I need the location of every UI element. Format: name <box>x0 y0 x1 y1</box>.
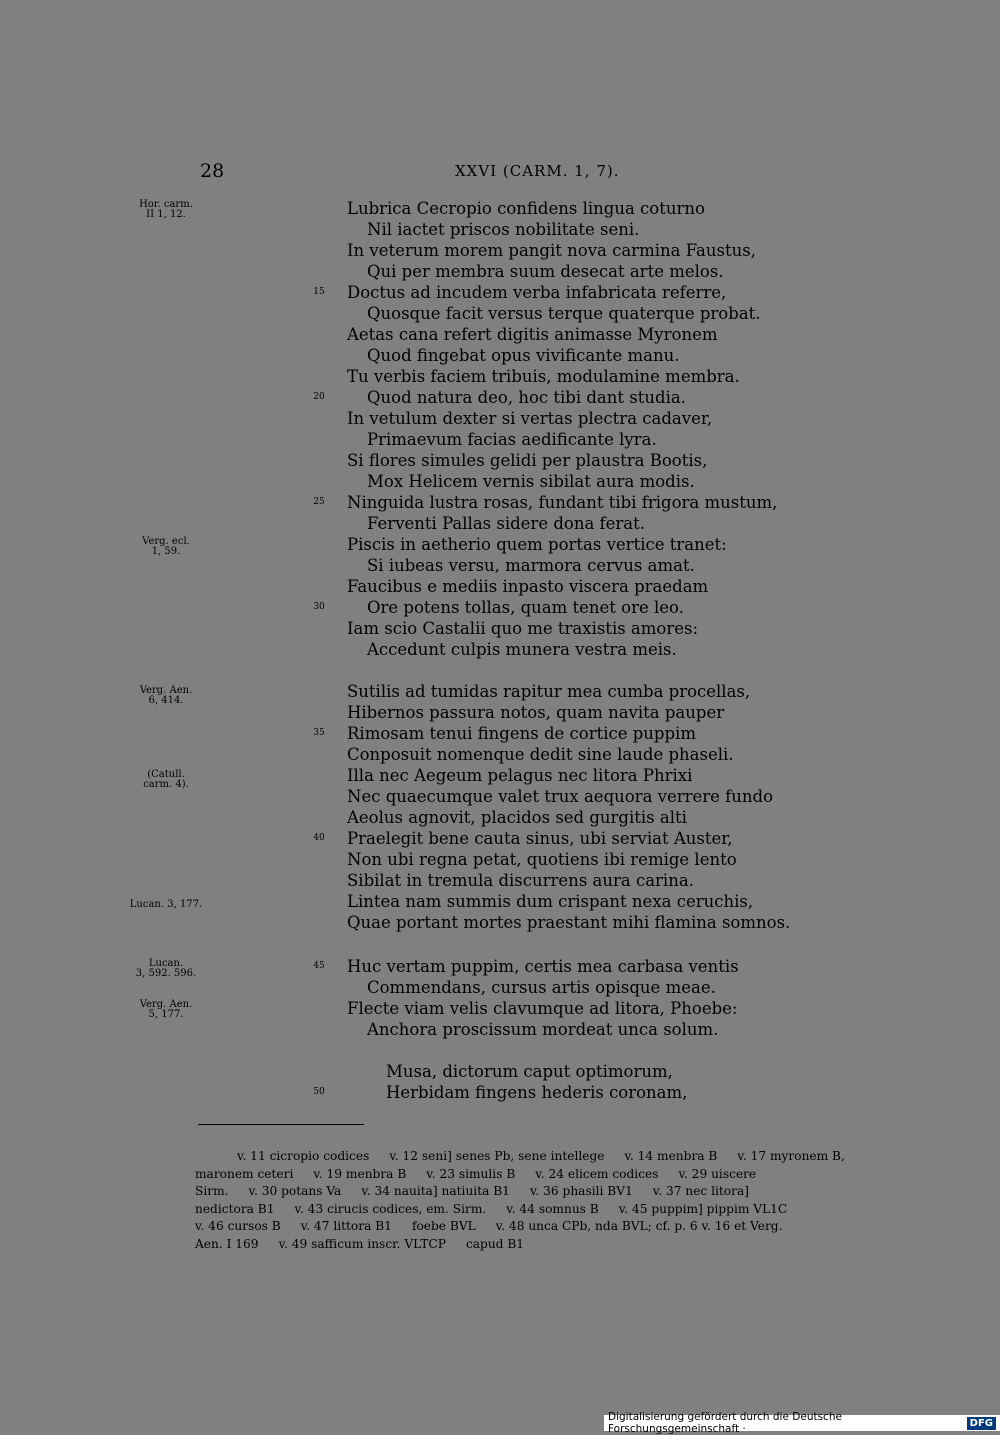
verse-line: Quod fingebat opus vivificante manu. <box>367 346 680 365</box>
line-number: 40 <box>313 833 325 843</box>
verse-line: Ferventi Pallas sidere dona ferat. <box>367 514 646 533</box>
footnotes <box>195 1148 868 1253</box>
verse-line: Mox Helicem vernis sibilat aura modis. <box>367 472 695 491</box>
verse-line: Huc vertam puppim, certis mea carbasa ventis <box>347 957 739 976</box>
line-number: 30 <box>313 602 325 612</box>
footnote-line <box>195 1236 868 1254</box>
verse-line: Ore potens tollas, quam tenet ore leo. <box>367 598 684 617</box>
sidenote-3: Verg. Aen. 6, 414. <box>139 685 193 706</box>
verse-line: Nil iactet priscos nobilitate seni. <box>367 220 640 239</box>
verse-line: Flecte viam velis clavumque ad litora, Phoebe: <box>347 999 738 1018</box>
footnote-entry: v. 49 safficum inscr. VLTCP <box>278 1236 446 1251</box>
verse-line: Accedunt culpis munera vestra meis. <box>367 640 677 659</box>
verse-line: Quosque facit versus terque quaterque probat. <box>367 304 761 323</box>
verse-line: Si flores simules gelidi per plaustra Bootis, <box>347 451 708 470</box>
footnote-line <box>195 1166 868 1184</box>
line-number: 45 <box>313 961 325 971</box>
footnote-entry: v. 12 seni] senes Pb, sene intellege <box>389 1149 605 1163</box>
running-head: XXVI (CARM. 1, 7). <box>455 162 620 180</box>
footnote-entry: v. 37 nec litora] <box>652 1184 749 1198</box>
verse-line: Ninguida lustra rosas, fundant tibi frigora mustum, <box>347 493 778 512</box>
footer-bar[interactable] <box>604 1411 1000 1435</box>
footnote-entry: v. 48 unca CPb, nda BVL; cf. p. 6 v. 16 et Verg. <box>495 1219 783 1233</box>
footnote-entry: capud B1 <box>465 1236 525 1251</box>
footnote-entry: v. 29 uiscere <box>678 1166 757 1181</box>
footnote-entry: v. 17 myronem B, <box>737 1149 845 1163</box>
footnote-line <box>195 1218 868 1236</box>
verse-line: Praelegit bene cauta sinus, ubi serviat Auster, <box>347 829 733 848</box>
footnote-entry: v. 43 cirucis codices, em. Sirm. <box>294 1201 487 1216</box>
footnote-entry: v. 14 menbra B <box>624 1149 718 1163</box>
sidenote-2: Verg. ecl. 1, 59. <box>142 536 190 557</box>
verse-line: Lubrica Cecropio confidens lingua coturno <box>347 199 705 218</box>
verse-line: Sibilat in tremula discurrens aura carina. <box>347 871 694 890</box>
footnote-entry: v. 44 somnus B <box>506 1201 599 1216</box>
footnote-entry: v. 45 puppim] pippim VL1C <box>618 1201 788 1216</box>
line-number: 15 <box>313 287 325 297</box>
verse-line: Sutilis ad tumidas rapitur mea cumba procellas, <box>347 682 751 701</box>
dfg-logo: DFG <box>967 1417 996 1430</box>
footnote-entry: v. 36 phasili BV1 <box>529 1184 633 1198</box>
verse-line: Commendans, cursus artis opisque meae. <box>367 978 716 997</box>
footnote-entry: v. 46 cursos B <box>195 1219 281 1233</box>
verse-line: Faucibus e mediis inpasto viscera praedam <box>347 577 709 596</box>
verse-line: Doctus ad incudem verba infabricata referre, <box>347 283 727 302</box>
verse-line: Si iubeas versu, marmora cervus amat. <box>367 556 695 575</box>
footnote-entry: v. 24 elicem codices <box>535 1166 659 1181</box>
footnote-entry: v. 47 littora B1 <box>300 1219 392 1233</box>
verse-line: Primaevum facias aedificante lyra. <box>367 430 657 449</box>
verse-line: Nec quaecumque valet trux aequora verrere fundo <box>347 787 774 806</box>
verse-line: Piscis in aetherio quem portas vertice tranet: <box>347 535 727 554</box>
footnote-entry: maronem ceteri <box>195 1166 294 1181</box>
footnote-entry: v. 11 cicropio codices <box>237 1149 370 1163</box>
verse-line: Non ubi regna petat, quotiens ibi remige lento <box>347 850 737 869</box>
verse-line: Hibernos passura notos, quam navita pauper <box>347 703 725 722</box>
sidenote-6: Lucan. 3, 592. 596. <box>135 958 197 979</box>
verse-line: In vetulum dexter si vertas plectra cadaver, <box>347 409 713 428</box>
sidenote-5: Lucan. 3, 177. <box>129 899 203 910</box>
verse-line: Aeolus agnovit, placidos sed gurgitis alti <box>347 808 687 827</box>
sidenote-1: Hor. carm. II 1, 12. <box>139 199 193 220</box>
verse-line: Rimosam tenui fingens de cortice puppim <box>347 724 696 743</box>
footnote-entry: foebe BVL <box>411 1219 476 1233</box>
footnote-rule <box>198 1124 364 1125</box>
verse-line: Aetas cana refert digitis animasse Myronem <box>347 325 718 344</box>
verse-line: Quod natura deo, hoc tibi dant studia. <box>367 388 686 407</box>
footnote-line <box>195 1183 868 1201</box>
verse-line: Musa, dictorum caput optimorum, <box>386 1062 673 1081</box>
verse-line: Quae portant mortes praestant mihi flamina somnos. <box>347 913 791 932</box>
verse-line: Herbidam fingens hederis coronam, <box>386 1083 688 1102</box>
line-number: 50 <box>313 1087 325 1097</box>
sidenote-7: Verg. Aen. 5, 177. <box>139 999 193 1020</box>
line-number: 25 <box>313 497 325 507</box>
verse-line: Iam scio Castalii quo me traxistis amores: <box>347 619 699 638</box>
verse-line: Lintea nam summis dum crispant nexa ceruchis, <box>347 892 754 911</box>
verse-line: In veterum morem pangit nova carmina Faustus, <box>347 241 756 260</box>
sidenote-4: (Catull. carm. 4). <box>143 769 189 790</box>
footnote-line <box>195 1148 868 1166</box>
verse-line: Conposuit nomenque dedit sine laude phaseli. <box>347 745 734 764</box>
footnote-entry: v. 19 menbra B <box>313 1166 407 1181</box>
verse-line: Anchora proscissum mordeat unca solum. <box>367 1020 719 1039</box>
footnote-line <box>195 1201 868 1219</box>
footnote-entry: nedictora B1 <box>195 1201 275 1216</box>
verse-line: Illa nec Aegeum pelagus nec litora Phrixi <box>347 766 693 785</box>
footnote-entry: Sirm. <box>195 1184 229 1198</box>
footer-text: Digitalisierung gefördert durch die Deutsche Forschungsgemeinschaft · <box>608 1411 842 1435</box>
verse-line: Qui per membra suum desecat arte melos. <box>367 262 724 281</box>
footnote-entry: Aen. I 169 <box>195 1236 259 1251</box>
verse-line: Tu verbis faciem tribuis, modulamine membra. <box>347 367 740 386</box>
footnote-entry: v. 34 nauita] natiuita B1 <box>361 1184 510 1198</box>
footnote-entry: v. 23 simulis B <box>426 1166 516 1181</box>
line-number: 35 <box>313 728 325 738</box>
line-number: 20 <box>313 392 325 402</box>
footnote-entry: v. 30 potans Va <box>248 1184 342 1198</box>
page-number: 28 <box>200 160 225 182</box>
